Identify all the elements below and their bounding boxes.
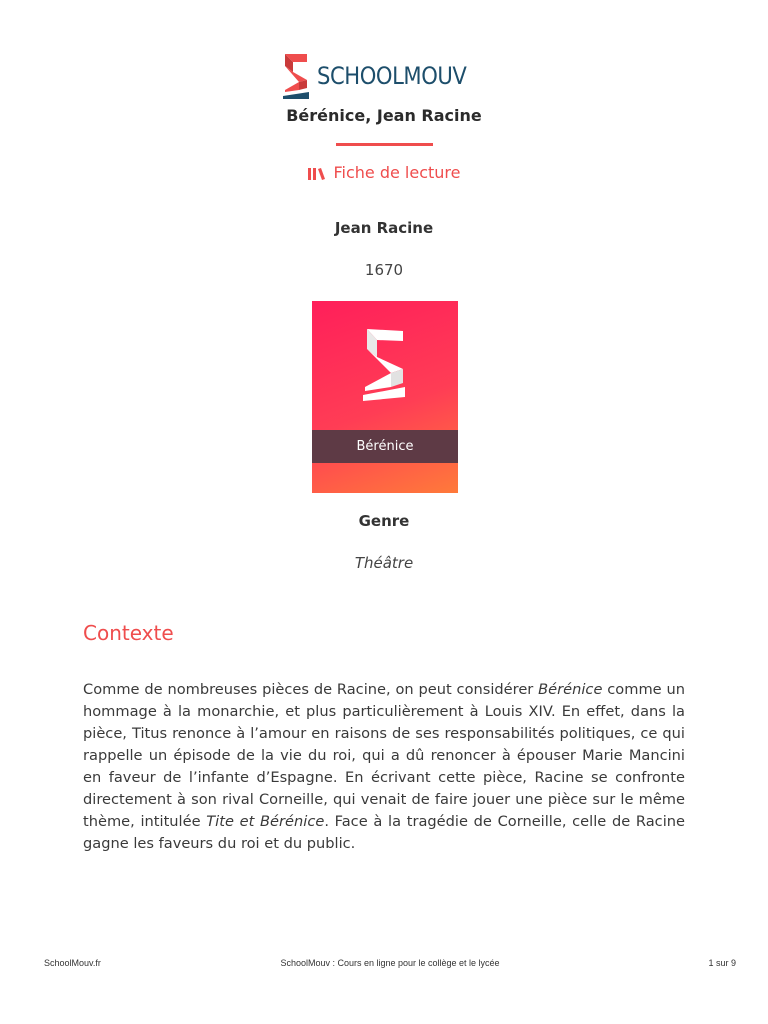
document-title: Bérénice, Jean Racine [286, 106, 482, 125]
footer-site: SchoolMouv.fr [44, 958, 101, 968]
page-footer [44, 958, 736, 972]
schoolmouv-logo-icon [281, 52, 311, 100]
book-cover [312, 301, 458, 493]
genre-value: Théâtre [354, 554, 414, 572]
books-icon [307, 165, 327, 181]
category-text: Fiche de lecture [333, 163, 461, 182]
paragraph-segment: . Face à la tragédie de Corneille, celle de Racine gagne les faveurs du roi et du public. [83, 813, 685, 852]
book-year: 1670 [364, 261, 404, 279]
section-heading: Contexte [83, 621, 174, 645]
logo [0, 52, 768, 100]
footer-page-number: 1 sur 9 [708, 958, 736, 968]
brand-name: SCHOOLMOUV [317, 62, 467, 90]
title-divider [336, 143, 433, 146]
paragraph-segment-italic: Bérénice [538, 681, 603, 698]
book-author: Jean Racine [334, 219, 434, 237]
paragraph-segment: comme un hommage à la monarchie, et plus particulièrement à Louis XIV. En effet, dans la pièce, Titus renonce à l’amour en raisons de ses responsabilités politiques, ce qui rappelle un épisode de la vie du roi, qui a dû renoncer à épouser Marie Mancini en faveur de l’infante d’Espagne. En écrivant cette pièce, Racine se confronte directement à son rival Corneille, qui venait de faire jouer une pièce sur le même thème, intitulée [83, 681, 685, 830]
cover-title: Bérénice [312, 430, 458, 463]
category-label [0, 163, 768, 182]
footer-tagline: SchoolMouv : Cours en ligne pour le collège et le lycée [280, 958, 500, 968]
schoolmouv-s-cover-icon [361, 327, 409, 403]
genre-label: Genre [358, 512, 410, 530]
context-paragraph [83, 679, 685, 855]
paragraph-segment: Comme de nombreuses pièces de Racine, on peut considérer [83, 681, 539, 698]
paragraph-segment-italic: Tite et Bérénice [206, 813, 325, 830]
